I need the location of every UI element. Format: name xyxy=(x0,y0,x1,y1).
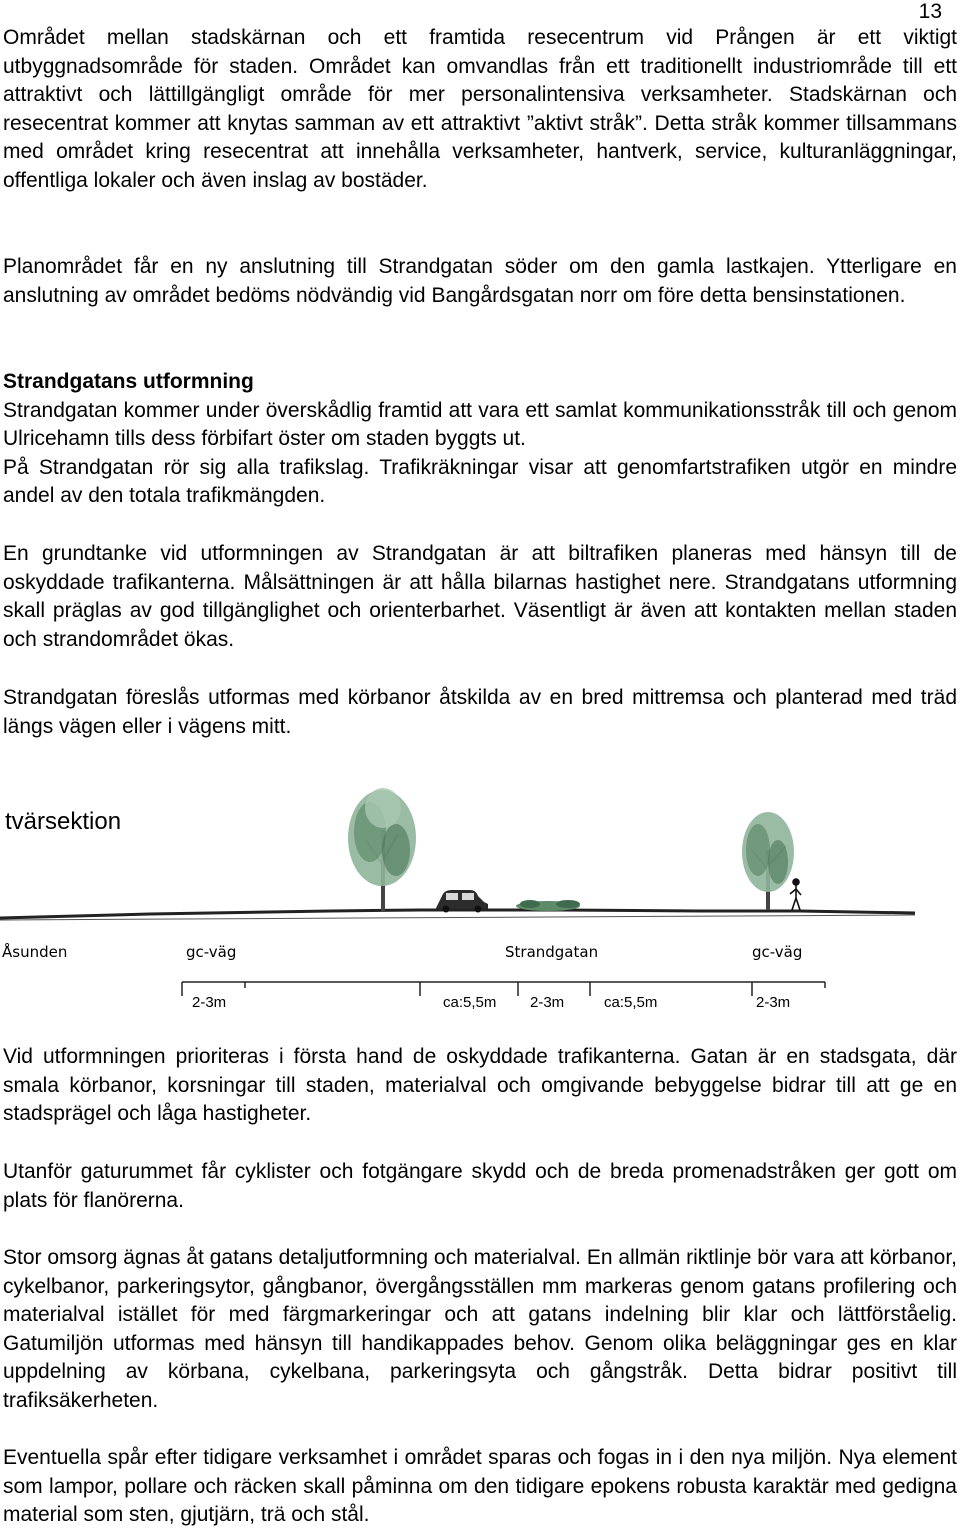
paragraph-connection: Planområdet får en ny anslutning till Strandgatan söder om den gamla lastkajen. Ytterligare en anslutning av området bedöms nödvändig vid Bangårdsgatan norr om före detta bensinstationen. xyxy=(3,255,957,307)
section-strandgatan xyxy=(3,368,957,511)
paragraph-verksamhet: Eventuella spår efter tidigare verksamhet i området sparas och fogas in i den nya miljön. Nya element som lampor, pollare och räcken skall påminna om den tidigare epokens robusta karaktär med gedigna material som sten, gjutjärn, trä och stål. xyxy=(3,1446,957,1527)
dimension-label: 2-3m xyxy=(756,994,791,1011)
pedestrian xyxy=(790,879,801,910)
paragraph-strandgatan-1: Strandgatan kommer under överskådlig framtid att vara ett samlat kommunikationsstråk till och genom Ulricehamn tills dess förbifart öster om staden byggts ut. xyxy=(3,398,957,451)
cross-section-drawing xyxy=(0,770,960,1030)
dimension-label: 2-3m xyxy=(530,994,565,1011)
ground-line xyxy=(0,910,915,918)
page-number: 13 xyxy=(918,0,942,23)
paragraph-strandgatan-2: På Strandgatan rör sig alla trafikslag. Trafikräkningar visar att genomfartstrafiken utgör en mindre andel av den totala trafikmängden. xyxy=(3,455,957,508)
paragraph-mittremsa: Strandgatan föreslås utformas med körbanor åtskilda av en bred mittremsa och planterad med träd längs vägen eller i vägens mitt. xyxy=(3,686,957,738)
tree-left xyxy=(348,788,416,912)
figure-title: tvärsektion xyxy=(5,808,122,835)
paragraph-intro: Området mellan stadskärnan och ett framtida resecentrum vid Prången är ett viktigt utbyggnadsområde för staden. Området kan omvandlas från ett traditionellt industriområde till ett attraktivt och lättillgängligt område för mer personalintensiva verksamheter. Stadskärnan och resecentrat kommer att knytas samman av ett attraktivt ”aktivt stråk”. Detta stråk kommer tillsammans med området kring resecentrat att innehålla verksamheter, hantverk, service, kulturanläggningar, offentliga lokaler och även inslag av bostäder. xyxy=(3,26,957,192)
dimension-label: 2-3m xyxy=(192,994,227,1011)
tree-right xyxy=(742,812,794,910)
label-gc-vag-right: gc-väg xyxy=(752,943,803,961)
label-gc-vag-left: gc-väg xyxy=(186,943,237,961)
dimension-label: ca:5,5m xyxy=(604,994,658,1011)
cross-section-figure xyxy=(0,770,960,1030)
label-asunden: Åsunden xyxy=(2,943,68,961)
paragraph-grundtanke: En grundtanke vid utformningen av Strandgatan är att biltrafiken planeras med hänsyn till de oskyddade trafikanterna. Målsättningen är att hålla bilarnas hastighet nere. Strandgatans utformning skall präglas av god tillgänglighet och orienterbarhet. Väsentligt är även att kontakten mellan staden och strandområdet ökas. xyxy=(3,542,957,651)
median-planting xyxy=(516,900,580,911)
paragraph-prioritering: Vid utformningen prioriteras i första hand de oskyddade trafikanterna. Gatan är en stadsgata, där smala körbanor, korsningar till staden, materialval och omgivande bebyggelse bidrar till att ge en stadsprägel och låga hastigheter. xyxy=(3,1045,957,1126)
section-heading: Strandgatans utformning xyxy=(3,370,254,393)
paragraph-gaturum: Utanför gaturummet får cyklister och fotgängare skydd och de breda promenadstråken ger gott om plats för flanörerna. xyxy=(3,1160,957,1212)
dimension-label: ca:5,5m xyxy=(443,994,497,1011)
dimension-line xyxy=(182,982,825,996)
paragraph-detaljutformning: Stor omsorg ägnas åt gatans detaljutformning och materialval. En allmän riktlinje bör vara att körbanor, cykelbanor, parkeringsytor, gångbanor, övergångsställen mm markeras genom gatans profilering och materialval istället för med färgmarkeringar och att gatans indelning blir klar och lättförståelig. Gatumiljön utformas med hänsyn till handikappades behov. Genom olika beläggningar ges en klar uppdelning av körbana, cykelbana, parkeringsyta och gångstråk. Detta bidrar positivt till trafiksäkerheten. xyxy=(3,1246,957,1412)
label-strandgatan: Strandgatan xyxy=(505,943,599,961)
